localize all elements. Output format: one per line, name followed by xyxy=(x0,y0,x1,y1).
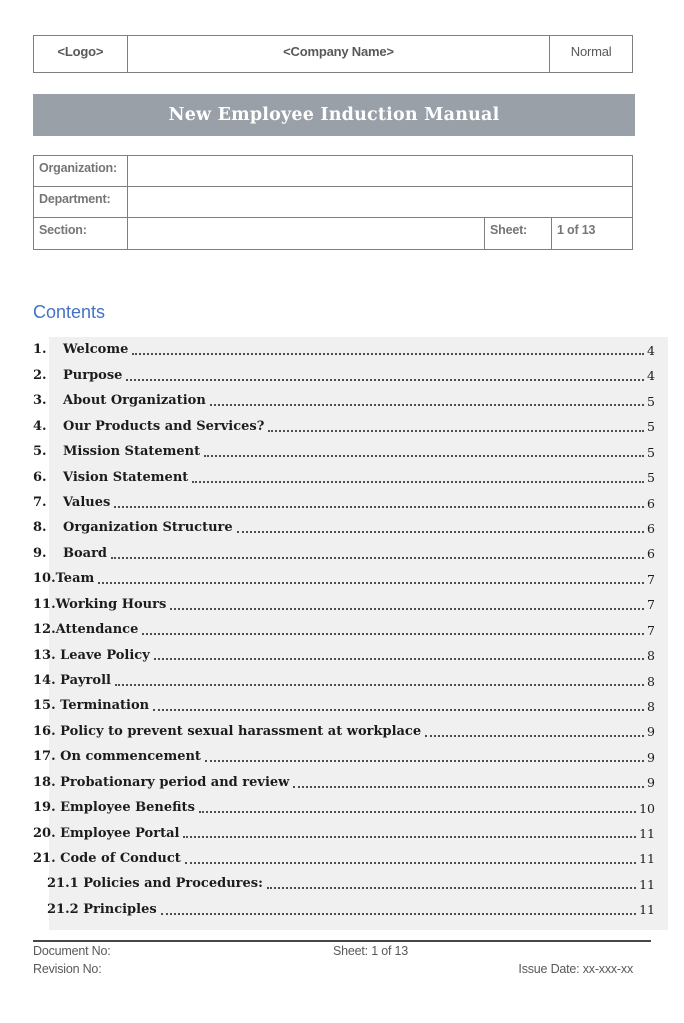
toc-item[interactable] xyxy=(33,795,668,820)
toc-leader-dots xyxy=(268,430,644,432)
toc-item[interactable] xyxy=(33,871,668,896)
organization-value-field[interactable] xyxy=(128,156,632,186)
toc-leader-dots xyxy=(98,582,644,584)
toc-leader-dots xyxy=(132,353,644,355)
toc-item-page: 6 xyxy=(647,546,655,562)
toc-item-page: 11 xyxy=(639,826,655,842)
toc-leader-dots xyxy=(114,506,644,508)
toc-item-label: 13. Leave Policy xyxy=(33,647,150,663)
toc-leader-dots xyxy=(170,608,644,610)
toc-leader-dots xyxy=(185,862,636,864)
toc-item-page: 9 xyxy=(647,775,655,791)
toc-leader-dots xyxy=(199,811,636,813)
toc-item-label: 11.Working Hours xyxy=(33,596,167,612)
toc-item-number: 9. xyxy=(33,545,47,561)
section-value-field[interactable] xyxy=(128,218,485,249)
document-no-label: Document No: xyxy=(33,944,111,958)
toc-item-label: 15. Termination xyxy=(33,698,150,714)
info-table xyxy=(33,155,633,250)
toc-item-page: 4 xyxy=(647,343,655,359)
toc-item-label: 21.2 Principles xyxy=(47,901,157,917)
toc-leader-dots xyxy=(161,913,636,915)
footer-sheet-info: Sheet: 1 of 13 xyxy=(333,944,409,958)
toc-item-label: Board xyxy=(63,545,108,561)
toc-leader-dots xyxy=(425,735,644,737)
toc-list xyxy=(33,337,668,930)
toc-item-page: 8 xyxy=(647,673,655,689)
title-banner xyxy=(33,94,635,136)
toc-item[interactable] xyxy=(33,490,668,515)
toc-item-label: 10.Team xyxy=(33,571,95,587)
toc-leader-dots xyxy=(192,481,644,483)
toc-item-label: 20. Employee Portal xyxy=(33,825,180,841)
toc-item[interactable] xyxy=(33,566,668,591)
toc-item-number: 6. xyxy=(33,469,47,485)
page-title: New Employee Induction Manual xyxy=(168,105,500,125)
contents-heading: Contents xyxy=(33,302,106,322)
organization-row xyxy=(34,156,632,187)
toc-item-page: 7 xyxy=(647,622,655,638)
toc-item-label: 12.Attendance xyxy=(33,622,139,638)
sheet-value: 1 of 13 xyxy=(557,223,596,237)
toc-leader-dots xyxy=(153,709,644,711)
toc-leader-dots xyxy=(111,557,644,559)
logo-placeholder-cell[interactable]: <Logo> xyxy=(34,36,128,72)
toc-item[interactable] xyxy=(33,820,668,845)
toc-item-number: 8. xyxy=(33,520,47,536)
toc-leader-dots xyxy=(205,760,644,762)
toc-item-page: 11 xyxy=(639,876,655,892)
toc-item[interactable] xyxy=(33,667,668,692)
toc-leader-dots xyxy=(237,531,644,533)
toc-item-label: About Organization xyxy=(63,393,206,409)
toc-item-page: 4 xyxy=(647,368,655,384)
toc-item-label: 18. Probationary period and review xyxy=(33,774,290,790)
toc-item[interactable] xyxy=(33,769,668,794)
toc-item-page: 9 xyxy=(647,749,655,765)
toc-item-label: 21. Code of Conduct xyxy=(33,850,181,866)
toc-item-label: 21.1 Policies and Procedures: xyxy=(47,876,263,892)
toc-item-page: 8 xyxy=(647,648,655,664)
toc-item-page: 5 xyxy=(647,470,655,486)
toc-item[interactable] xyxy=(33,388,668,413)
toc-item-page: 7 xyxy=(647,597,655,613)
toc-item[interactable] xyxy=(33,591,668,616)
toc-item-page: 6 xyxy=(647,521,655,536)
department-row xyxy=(34,187,632,218)
toc-item-label: Values xyxy=(63,495,111,511)
toc-leader-dots xyxy=(183,836,636,838)
toc-item[interactable] xyxy=(33,439,668,464)
toc-item-number: 1. xyxy=(33,342,47,358)
toc-item-page: 9 xyxy=(647,724,655,740)
toc-item-label: Our Products and Services? xyxy=(63,418,265,434)
toc-item[interactable] xyxy=(33,413,668,438)
issue-date: Issue Date: xx-xxx-xx xyxy=(518,962,633,976)
toc-item-page: 5 xyxy=(647,393,655,409)
toc-item[interactable] xyxy=(33,540,668,565)
toc-item-page: 11 xyxy=(639,902,655,918)
toc-item[interactable] xyxy=(33,515,668,540)
toc-item-label: Purpose xyxy=(63,367,123,383)
toc-item-number: 3. xyxy=(33,393,47,409)
toc-item-page: 11 xyxy=(639,851,655,867)
organization-label: Organization: xyxy=(34,156,128,186)
sheet-label: Sheet: xyxy=(485,218,552,249)
footer-divider xyxy=(33,940,651,942)
toc-leader-dots xyxy=(142,633,644,635)
toc-item-label: Organization Structure xyxy=(63,520,233,536)
toc-leader-dots xyxy=(154,658,644,660)
toc-item-page: 5 xyxy=(647,419,655,435)
toc-item[interactable] xyxy=(33,744,668,769)
department-label: Department: xyxy=(34,187,128,217)
toc-leader-dots xyxy=(115,684,644,686)
toc-item-label: Mission Statement xyxy=(63,444,201,460)
toc-item-label: 14. Payroll xyxy=(33,672,111,688)
revision-no-label: Revision No: xyxy=(33,962,102,976)
toc-item-number: 5. xyxy=(33,444,47,460)
toc-item[interactable] xyxy=(33,464,668,489)
company-name-cell[interactable]: <Company Name> xyxy=(128,36,551,72)
toc-item-page: 8 xyxy=(647,698,655,714)
toc-item-page: 10 xyxy=(639,800,655,816)
section-label: Section: xyxy=(34,218,128,249)
toc-item-number: 2. xyxy=(33,367,47,383)
toc-item[interactable] xyxy=(33,693,668,718)
toc-leader-dots xyxy=(293,786,644,788)
toc-item-page: 7 xyxy=(647,571,655,587)
toc-item[interactable] xyxy=(33,642,668,667)
toc-item[interactable] xyxy=(33,896,668,921)
toc-item-label: 17. On commencement xyxy=(33,749,201,765)
toc-item[interactable] xyxy=(33,337,668,362)
department-value-field[interactable] xyxy=(128,187,632,217)
toc-item-number: 7. xyxy=(33,495,47,511)
toc-item[interactable] xyxy=(33,362,668,387)
toc-leader-dots xyxy=(204,455,644,457)
toc-leader-dots xyxy=(126,379,644,381)
toc-item-label: Vision Statement xyxy=(63,469,189,485)
toc-item-label: 19. Employee Benefits xyxy=(33,800,195,816)
section-row xyxy=(34,218,632,249)
doc-type-cell: Normal xyxy=(570,44,612,59)
toc-item-number: 4. xyxy=(33,418,47,434)
toc-item-page: 5 xyxy=(647,444,655,460)
toc-leader-dots xyxy=(267,887,636,889)
header-table xyxy=(33,35,633,73)
toc-leader-dots xyxy=(210,404,644,406)
toc-item-label: 16. Policy to prevent sexual harassment at workplace xyxy=(33,723,422,739)
toc-item-page: 6 xyxy=(647,495,655,511)
toc-item[interactable] xyxy=(33,617,668,642)
toc-item-label: Welcome xyxy=(63,342,129,358)
toc-item[interactable] xyxy=(33,718,668,743)
toc-item[interactable] xyxy=(33,845,668,870)
